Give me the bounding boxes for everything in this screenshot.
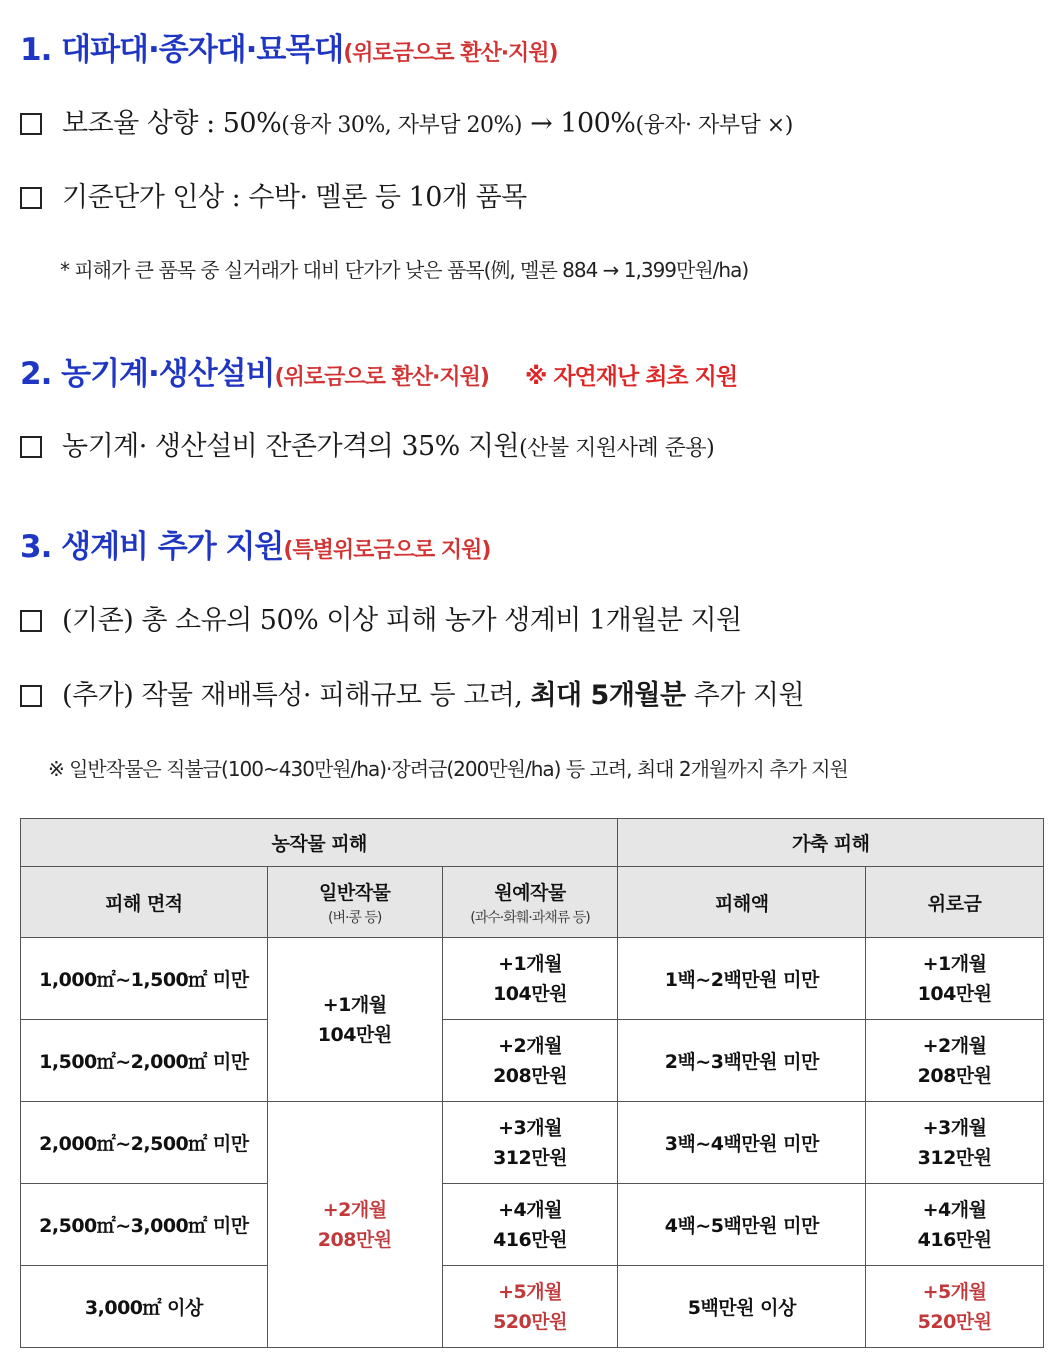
comfort-cell: +5개월 520만원 — [866, 1266, 1044, 1348]
support-table — [20, 818, 1044, 1348]
col-header-horti: 원예작물 (과수·화훼·과채류 등) — [442, 867, 618, 938]
comfort-cell: +4개월 416만원 — [866, 1184, 1044, 1266]
comfort-cell: +2개월 208만원 — [866, 1020, 1044, 1102]
area-cell: 1,000㎡~1,500㎡ 미만 — [21, 938, 268, 1020]
section-1-title — [20, 24, 558, 69]
emphasis-max-5-months: 최대 5개월분 — [530, 680, 686, 711]
damage-cell: 3백~4백만원 미만 — [618, 1102, 866, 1184]
damage-cell: 1백~2백만원 미만 — [618, 938, 866, 1020]
section-2-title — [20, 348, 737, 393]
area-cell: 3,000㎡ 이상 — [21, 1266, 268, 1348]
group-header-livestock: 가축 피해 — [618, 819, 1044, 867]
comfort-cell: +1개월 104만원 — [866, 938, 1044, 1020]
checkbox-bullet-icon — [20, 685, 42, 707]
section-1-bullet-1: 보조율 상향 : 50%(융자 30%, 자부담 20%) → 100%(융자· 자부담 ×) — [20, 101, 793, 140]
section-2-bullet-1: 농기계· 생산설비 잔존가격의 35% 지원(산불 지원사례 준용) — [20, 424, 714, 463]
checkbox-bullet-icon — [20, 113, 42, 135]
comfort-cell: +3개월 312만원 — [866, 1102, 1044, 1184]
section-2-subheading: (위로금으로 환산·지원) — [274, 365, 489, 390]
table-row — [21, 1184, 1044, 1266]
group-header-crop: 농작물 피해 — [21, 819, 618, 867]
section-3-subheading: (특별위로금으로 지원) — [283, 538, 491, 563]
damage-cell: 4백~5백만원 미만 — [618, 1184, 866, 1266]
section-1-heading: 1. 대파대·종자대·묘목대 — [20, 32, 344, 68]
general-cell: +1개월 104만원 — [267, 938, 442, 1102]
table-row — [21, 1102, 1044, 1184]
section-3-bullet-1: (기존) 총 소유의 50% 이상 피해 농가 생계비 1개월분 지원 — [20, 598, 742, 637]
area-cell: 2,500㎡~3,000㎡ 미만 — [21, 1184, 268, 1266]
area-cell: 1,500㎡~2,000㎡ 미만 — [21, 1020, 268, 1102]
section-3-heading: 3. 생계비 추가 지원 — [20, 529, 284, 565]
horti-cell: +1개월 104만원 — [442, 938, 618, 1020]
horti-cell: +2개월 208만원 — [442, 1020, 618, 1102]
table-row — [21, 938, 1044, 1020]
horti-cell: +3개월 312만원 — [442, 1102, 618, 1184]
damage-cell: 5백만원 이상 — [618, 1266, 866, 1348]
table-row — [21, 1020, 1044, 1102]
section-2-notice: ※ 자연재난 최초 지원 — [524, 364, 738, 390]
section-1-note: * 피해가 큰 품목 중 실거래가 대비 단가가 낮은 품목(例, 멜론 884 → 1,399만원/ha) — [60, 258, 749, 282]
section-1-subheading: (위로금으로 환산·지원) — [343, 41, 558, 66]
section-1-bullet-2: 기준단가 인상 : 수박· 멜론 등 10개 품목 — [20, 175, 527, 214]
section-3-bullet-2: (추가) 작물 재배특성· 피해규모 등 고려, 최대 5개월분 추가 지원 — [20, 673, 804, 712]
checkbox-bullet-icon — [20, 436, 42, 458]
area-cell: 2,000㎡~2,500㎡ 미만 — [21, 1102, 268, 1184]
col-header-comfort: 위로금 — [866, 867, 1044, 938]
col-header-general: 일반작물 (벼·콩 등) — [267, 867, 442, 938]
checkbox-bullet-icon — [20, 610, 42, 632]
section-2-heading: 2. 농기계·생산설비 — [20, 356, 275, 392]
checkbox-bullet-icon — [20, 187, 42, 209]
horti-cell: +4개월 416만원 — [442, 1184, 618, 1266]
section-3-title — [20, 521, 490, 566]
horti-cell: +5개월 520만원 — [442, 1266, 618, 1348]
col-header-damage: 피해액 — [618, 867, 866, 938]
damage-cell: 2백~3백만원 미만 — [618, 1020, 866, 1102]
general-cell: +2개월 208만원 — [267, 1102, 442, 1348]
table-row — [21, 1266, 1044, 1348]
section-3-note: ※ 일반작물은 직불금(100~430만원/ha)·장려금(200만원/ha) 등 고려, 최대 2개월까지 추가 지원 — [48, 757, 848, 781]
col-header-area: 피해 면적 — [21, 867, 268, 938]
